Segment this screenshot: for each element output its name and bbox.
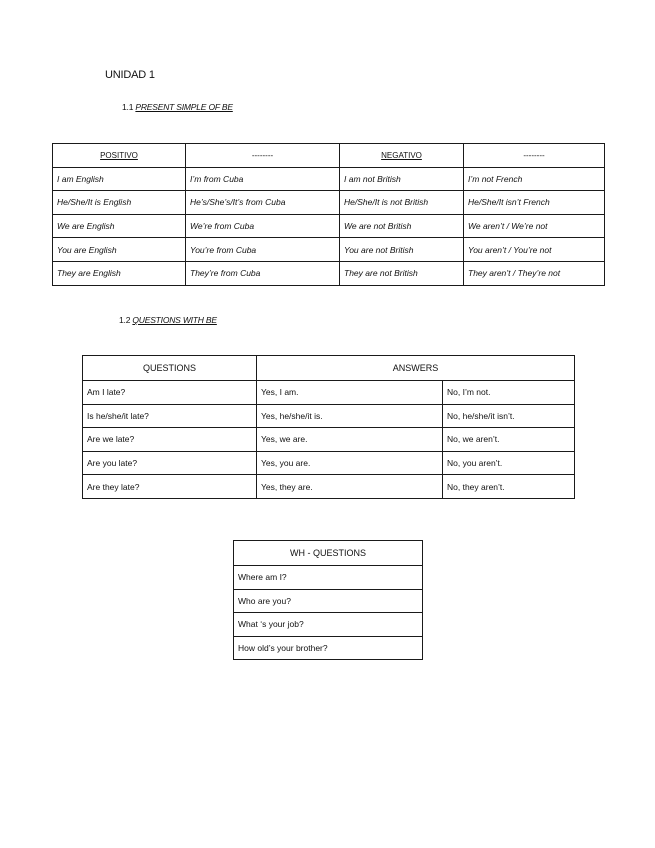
- table-row: [53, 214, 605, 238]
- table-cell: No, I’m not.: [443, 381, 575, 405]
- table-cell: No, you aren’t.: [443, 451, 575, 475]
- table-cell: Are you late?: [83, 451, 257, 475]
- section-title: PRESENT SIMPLE OF BE: [135, 102, 233, 112]
- table-cell: You are not British: [340, 238, 464, 262]
- table-cell: I am not British: [340, 167, 464, 191]
- table-cell: He/She/It is not British: [340, 191, 464, 215]
- section-number: 1.2: [119, 315, 131, 325]
- table-row: [234, 613, 423, 637]
- table-cell: No, they aren’t.: [443, 475, 575, 499]
- table-cell: No, we aren’t.: [443, 428, 575, 452]
- table-cell: We are English: [53, 214, 186, 238]
- header-cell-dashes: --------: [186, 144, 340, 168]
- table-cell: I’m not French: [464, 167, 605, 191]
- wh-questions-table: [233, 540, 423, 660]
- table-cell: Who are you?: [234, 589, 423, 613]
- table-header-row: [83, 356, 575, 381]
- table-cell: I’m from Cuba: [186, 167, 340, 191]
- table-cell: Are they late?: [83, 475, 257, 499]
- table-cell: You’re from Cuba: [186, 238, 340, 262]
- table-row: [83, 475, 575, 499]
- section-title: QUESTIONS WITH BE: [132, 315, 217, 325]
- table-row: [53, 191, 605, 215]
- table-cell: Yes, we are.: [257, 428, 443, 452]
- table-cell: Yes, you are.: [257, 451, 443, 475]
- table-cell: They aren’t / They’re not: [464, 261, 605, 285]
- header-cell-dashes: --------: [464, 144, 605, 168]
- table-header-row: [53, 144, 605, 168]
- table-row: [234, 589, 423, 613]
- table-cell: We aren’t / We’re not: [464, 214, 605, 238]
- table-cell: Am I late?: [83, 381, 257, 405]
- table-cell: You aren’t / You’re not: [464, 238, 605, 262]
- table-cell: Is he/she/it late?: [83, 404, 257, 428]
- table-row: [83, 381, 575, 405]
- table-cell: They’re from Cuba: [186, 261, 340, 285]
- table-row: [53, 238, 605, 262]
- table-cell: You are English: [53, 238, 186, 262]
- table-cell: No, he/she/it isn’t.: [443, 404, 575, 428]
- present-simple-table: [52, 143, 605, 286]
- table-cell: He/She/It is English: [53, 191, 186, 215]
- section-heading-present-simple: [122, 102, 233, 112]
- table-cell: I am English: [53, 167, 186, 191]
- header-cell-questions: QUESTIONS: [83, 356, 257, 381]
- header-cell-wh-questions: WH - QUESTIONS: [234, 541, 423, 566]
- questions-table: [82, 355, 575, 499]
- section-number: 1.1: [122, 102, 134, 112]
- table-header-row: [234, 541, 423, 566]
- table-cell: Yes, I am.: [257, 381, 443, 405]
- table-row: [83, 428, 575, 452]
- table-row: [234, 566, 423, 590]
- table-row: [53, 261, 605, 285]
- table-cell: They are not British: [340, 261, 464, 285]
- header-cell-negativo: NEGATIVO: [340, 144, 464, 168]
- table-cell: Where am I?: [234, 566, 423, 590]
- table-cell: Are we late?: [83, 428, 257, 452]
- page-title: UNIDAD 1: [105, 69, 155, 81]
- table-row: [83, 404, 575, 428]
- table-cell: What ‘s your job?: [234, 613, 423, 637]
- section-heading-questions-with-be: [119, 315, 217, 325]
- table-row: [53, 167, 605, 191]
- header-cell-answers: ANSWERS: [257, 356, 575, 381]
- table-row: [83, 451, 575, 475]
- table-cell: Yes, he/she/it is.: [257, 404, 443, 428]
- header-cell-positivo: POSITIVO: [53, 144, 186, 168]
- table-cell: We are not British: [340, 214, 464, 238]
- table-cell: Yes, they are.: [257, 475, 443, 499]
- table-cell: We’re from Cuba: [186, 214, 340, 238]
- table-row: [234, 636, 423, 660]
- table-cell: They are English: [53, 261, 186, 285]
- table-cell: He/She/It isn’t French: [464, 191, 605, 215]
- table-cell: He’s/She’s/It’s from Cuba: [186, 191, 340, 215]
- table-cell: How old’s your brother?: [234, 636, 423, 660]
